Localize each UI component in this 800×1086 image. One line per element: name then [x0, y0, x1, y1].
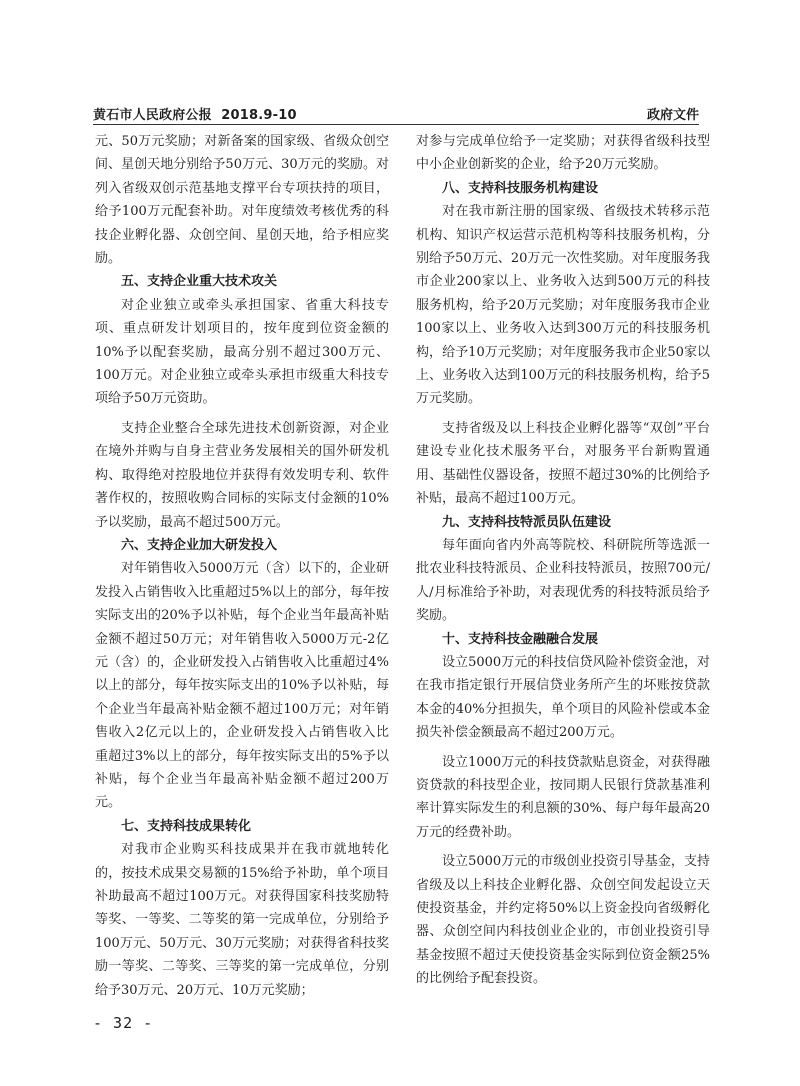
paragraph: 支持企业整合全球先进技术创新资源，对企业在境外并购与自身主营业务发展相关的国外研发机构、取得绝对控股地位并获得有效发明专利、软件著作权的，按照收购合同标的实际支付金额的10%予以奖励，最高不超过500万元。 — [95, 420, 389, 530]
section-heading: 八、支持科技服务机构建设 — [442, 180, 599, 196]
paragraph: 对年销售收入5000万元（含）以下的，企业研发投入占销售收入比重超过5%以上的部分，每年按实际支出的20%予以补贴，每个企业当年最高补贴金额不超过50万元；对年销售收入5000万元-2亿元（含）的，企业研发投入占销售收入比重超过4%以上的部分，每年按实际支出的10%予以补贴，每个企业当年最高补贴金额不超过100万元；对年销售收入2亿元以上的，企业研发投入占销售收入比重超过3%以上的部分，每年按实际支出的5%予以补贴，每个企业当年最高补贴金额不超过200万元。 — [95, 561, 389, 811]
paragraph: 对我市企业购买科技成果并在我市就地转化的，按技术成果交易额的15%给予补助，单个项目补助最高不超过100万元。对获得国家科技奖励特等奖、一等奖、二等奖的第一完成单位，分别给予100万元、50万元、30万元奖励；对获得省科技奖励一等奖、二等奖、三等奖的第一完成单位，分别给予30万元、20万元、10万元奖励； — [95, 842, 389, 998]
paragraph: 元、50万元奖励；对新备案的国家级、省级众创空间、星创天地分别给予50万元、30万元的奖励。对列入省级双创示范基地支撑平台专项扶持的项目，给予100万元配套补助。对年度绩效考核优秀的科技企业孵化器、众创空间、星创天地，给予相应奖励。 — [95, 134, 389, 267]
section-label: 政府文件 — [646, 108, 699, 123]
journal-title: 黄石市人民政府公报 — [93, 108, 212, 123]
paragraph: 设立5000万元的科技信贷风险补偿资金池，对在我市指定银行开展信贷业务所产生的坏账按贷款本金的40%分担损失，单个项目的风险补偿或本金损失补偿金额最高不超过200万元。 — [416, 654, 710, 741]
running-header — [93, 104, 699, 124]
header-title-issue — [93, 104, 297, 123]
left-column — [95, 130, 389, 1002]
section-heading: 七、支持科技成果转化 — [121, 818, 252, 834]
section-heading: 九、支持科技特派员队伍建设 — [442, 514, 612, 530]
paragraph: 设立5000万元的市级创业投资引导基金，支持省级及以上科技企业孵化器、众创空间发起设立天使投资基金，并约定将50%以上资金投向省级孵化器、众创空间内科技创业企业的，市创业投资引导基金按照不超过天使投资基金实际到位资金额25%的比例给予配套投资。 — [416, 854, 710, 987]
paragraph: 每年面向省内外高等院校、科研院所等选派一批农业科技特派员、企业科技特派员，按照700元/人/月标准给予补助，对表现优秀的科技特派员给予奖励。 — [416, 537, 710, 624]
paragraph: 设立1000万元的科技贷款贴息资金，对获得融资贷款的科技型企业，按同期人民银行贷款基准利率计算实际发生的利息额的30%、每户每年最高20万元的经费补助。 — [416, 754, 710, 840]
paragraph: 对在我市新注册的国家级、省级技术转移示范机构、知识产权运营示范机构等科技服务机构，分别给予50万元、20万元一次性奖励。对年度服务我市企业200家以上、业务收入达到500万元的科技服务机构，给予20万元奖励；对年度服务我市企业100家以上、业务收入达到300万元的科技服务机构，给予10万元奖励；对年度服务我市企业50家以上、业务收入达到100万元的科技服务机构，给予5万元奖励。 — [416, 204, 710, 407]
section-heading: 五、支持企业重大技术攻关 — [121, 274, 278, 290]
right-column — [416, 130, 710, 991]
issue-number: 2018.9-10 — [221, 108, 297, 123]
page-number: - 32 - — [93, 1014, 154, 1032]
section-heading: 六、支持企业加大研发投入 — [121, 537, 278, 553]
paragraph: 对企业独立或牵头承担国家、省重大科技专项、重点研发计划项目的，按年度到位资金额的10%予以配套奖励，最高分别不超过300万元、100万元。对企业独立或牵头承担市级重大科技专项给予50万元资助。 — [95, 297, 389, 407]
section-heading: 十、支持科技金融融合发展 — [442, 631, 599, 647]
paragraph: 对参与完成单位给予一定奖励；对获得省级科技型中小企业创新奖的企业，给予20万元奖励。 — [416, 134, 710, 173]
header-rule — [93, 124, 699, 125]
paragraph: 支持省级及以上科技企业孵化器等“双创”平台建设专业化技术服务平台，对服务平台新购置通用、基础性仪器设备，按照不超过30%的比例给予补贴，最高不超过100万元。 — [416, 420, 710, 507]
